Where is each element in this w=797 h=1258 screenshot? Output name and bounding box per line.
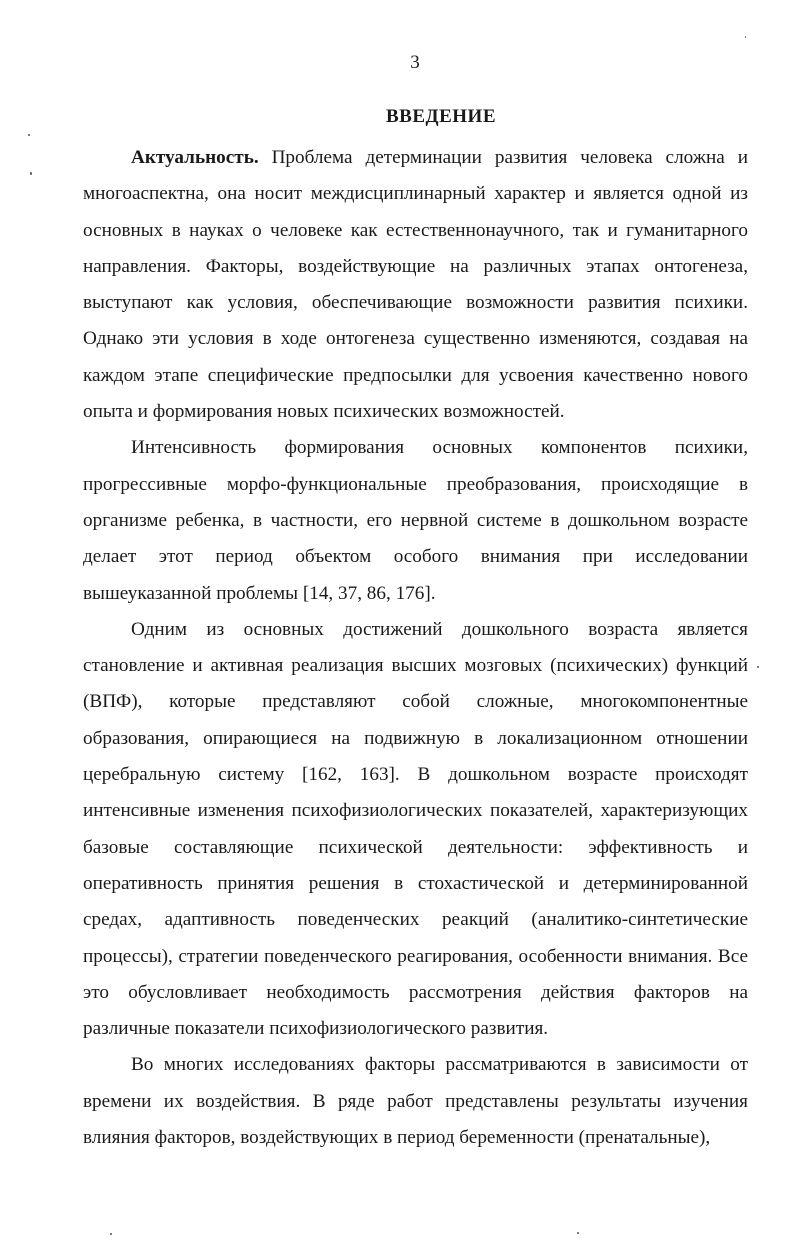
paragraph-2: Интенсивность формирования основных компонентов психики, прогрессивные морфо-функциональные преобразования, происходящие в организме ребенка, в частности, его нервной системе в дошкольном возрасте делает этот период объектом особого внимания при исследовании вышеуказанной проблемы [14, 37, 86, 176]. xyxy=(83,437,748,604)
body-text xyxy=(83,140,748,1156)
section-heading: ВВЕДЕНИЕ xyxy=(386,106,496,127)
paragraph-lead: Актуальность. xyxy=(131,147,259,168)
scan-speck xyxy=(30,172,32,175)
scan-speck xyxy=(110,1233,112,1235)
paragraph-text: Проблема детерминации развития человека сложна и многоаспектна, она носит междисциплинарный характер и является одной из основных в науках о человеке как естественнонаучного, так и гуманитарного направления. Факторы, воздействующие на различных этапах онтогенеза, выступают как условия, обеспечивающие возможности развития психики. Однако эти условия в ходе онтогенеза существенно изменяются, создавая на каждом этапе специфические предпосылки для усвоения качественно нового опыта и формирования новых психических возможностей. xyxy=(83,147,748,423)
scan-speck xyxy=(745,36,746,38)
scan-speck xyxy=(757,666,759,668)
page-number: 3 xyxy=(410,52,420,73)
paragraph-1 xyxy=(83,140,748,430)
paragraph-4: Во многих исследованиях факторы рассматриваются в зависимости от времени их воздействия. В ряде работ представлены результаты изучения влияния факторов, воздействующих в период беременности (пренатальные), xyxy=(83,1054,748,1149)
scan-speck xyxy=(28,134,30,136)
scan-speck xyxy=(577,1232,579,1234)
paragraph-3: Одним из основных достижений дошкольного возраста является становление и активная реализация высших мозговых (психических) функций (ВПФ), которые представляют собой сложные, многокомпонентные образования, опирающиеся на подвижную в локализационном отношении церебральную систему [162, 163]. В дошкольном возрасте происходят интенсивные изменения психофизиологических показателей, характеризующих базовые составляющие психической деятельности: эффективность и оперативность принятия решения в стохастической и детерминированной средах, адаптивность поведенческих реакций (аналитико-синтетические процессы), стратегии поведенческого реагирования, особенности внимания. Все это обусловливает необходимость рассмотрения действия факторов на различные показатели психофизиологического развития. xyxy=(83,618,748,1040)
